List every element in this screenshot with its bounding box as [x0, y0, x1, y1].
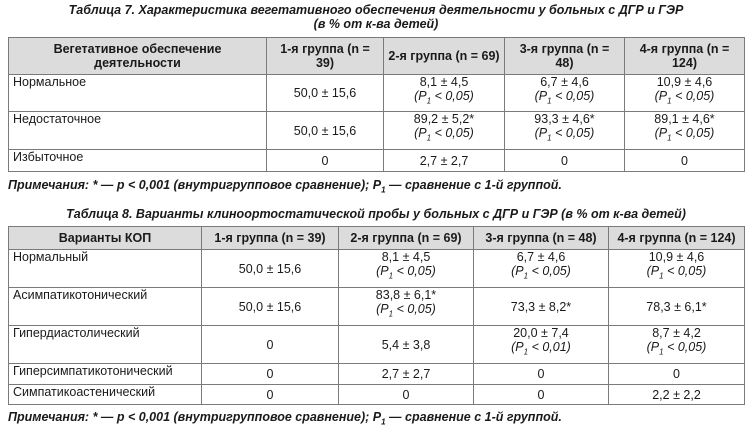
- table8-header-col2: 2-я группа (n = 69): [339, 227, 474, 250]
- table8-cell-pvalue: $(P_1 < 0,05)$: [646, 340, 707, 357]
- table8-cell: [202, 364, 339, 385]
- table7-header-col2: 2-я группа (n = 69): [384, 38, 505, 75]
- table8-cell: [609, 385, 745, 405]
- table8-row-label: Симпатикоастенический: [9, 385, 202, 405]
- table8-note: Примечания: * — p < 0,001 (внутригрупповое сравнение); $P_1$ — сравнение с 1-й группой.: [8, 410, 562, 427]
- table7-cell: [267, 150, 384, 172]
- table8-header-row: [9, 227, 745, 250]
- table8-header-col4: 4-я группа (n = 124): [609, 227, 745, 250]
- table7-row-label: Избыточное: [9, 150, 267, 172]
- table8-row-label: Нормальный: [9, 250, 202, 288]
- table8-header-col1: 1-я группа (n = 39): [202, 227, 339, 250]
- table7-cell: [267, 75, 384, 112]
- table8-cell: [339, 326, 474, 364]
- table7-header-col3: 3-я группа (n = 48): [505, 38, 625, 75]
- table7-row: [9, 112, 745, 150]
- table7-title: Таблица 7. Характеристика вегетативного обеспечения деятельности у больных с ДГР и ГЭР: [68, 3, 684, 17]
- table8-row: [9, 288, 745, 326]
- table8-row: [9, 250, 745, 288]
- table8: [8, 226, 745, 405]
- table8-cell: [474, 326, 609, 364]
- table7-cell-pvalue: $(P_1 < 0,05)$: [414, 89, 474, 106]
- table7-note: Примечания: * — p < 0,001 (внутригрупповое сравнение); $P_1$ — сравнение с 1-й группой.: [8, 178, 562, 195]
- table7-cell-value: 50,0 ± 15,6: [293, 123, 357, 138]
- table8-cell-value: 0: [673, 367, 680, 381]
- table7-cell: [505, 150, 625, 172]
- table8-row-label: Гипердиастолический: [9, 326, 202, 364]
- table8-cell-value: 50,0 ± 15,6: [238, 261, 302, 276]
- table8-row-label: Гиперсимпатикотонический: [9, 364, 202, 385]
- table8-cell-pvalue: $(P_1 < 0,01)$: [511, 340, 571, 357]
- table8-cell-value: 0: [266, 367, 274, 381]
- table7-cell-pvalue: $(P_1 < 0,05)$: [414, 126, 474, 143]
- table8-cell-value: 50,0 ± 15,6: [238, 299, 302, 314]
- table8-cell: [202, 288, 339, 326]
- table8-cell: [339, 364, 474, 385]
- table7-cell: [505, 75, 625, 112]
- table8-cell: [474, 250, 609, 288]
- table8-cell-value: 0: [537, 387, 545, 402]
- table8-cell-value: 6,7 ± 4,6: [516, 250, 566, 264]
- table8-cell-value: 78,3 ± 6,1*: [646, 299, 707, 314]
- table8-row: [9, 326, 745, 364]
- table7-row: [9, 150, 745, 172]
- table7-cell: [384, 112, 505, 150]
- table8-cell: [202, 385, 339, 405]
- table7-row: [9, 75, 745, 112]
- table8-cell: [202, 250, 339, 288]
- table7-cell: [625, 75, 745, 112]
- table7-cell-value: 10,9 ± 4,6: [656, 75, 713, 89]
- table8-cell-value: 0: [266, 387, 274, 402]
- table7-header-col0: Вегетативное обеспечение деятельности: [9, 38, 267, 75]
- table8-row: [9, 364, 745, 385]
- table7-header-col4: 4-я группа (n = 124): [625, 38, 745, 75]
- table7: [8, 37, 745, 172]
- table7-cell-value: 0: [321, 153, 329, 168]
- table8-cell: [609, 250, 745, 288]
- table8-cell: [339, 288, 474, 326]
- table7-subtitle: (в % от к-ва детей): [313, 17, 439, 31]
- table8-cell-value: 10,9 ± 4,6: [648, 250, 705, 264]
- table8-cell: [474, 385, 609, 405]
- table7-cell: [267, 112, 384, 150]
- table7-cell-value: 89,1 ± 4,6*: [654, 112, 715, 126]
- table7-cell-value: 50,0 ± 15,6: [293, 86, 357, 100]
- table7-cell-value: 0: [681, 153, 688, 168]
- table7-cell-value: 0: [561, 153, 568, 168]
- table8-cell: [474, 288, 609, 326]
- table7-cell: [384, 75, 505, 112]
- table7-row-label: Недостаточное: [9, 112, 267, 150]
- table7-cell: [625, 150, 745, 172]
- table7-cell-pvalue: $(P_1 < 0,05)$: [654, 126, 715, 143]
- table8-cell-value: 73,3 ± 8,2*: [510, 299, 572, 314]
- table8-cell: [339, 385, 474, 405]
- table8-cell-value: 5,4 ± 3,8: [381, 337, 431, 352]
- table8-row: [9, 385, 745, 405]
- table8-cell-value: 83,8 ± 6,1*: [375, 288, 437, 302]
- table7-cell-value: 89,2 ± 5,2*: [413, 112, 475, 126]
- table8-header-col0: Варианты КОП: [9, 227, 202, 250]
- table7-cell-value: 8,1 ± 4,5: [419, 75, 469, 89]
- table7-cell: [625, 112, 745, 150]
- table7-cell-pvalue: $(P_1 < 0,05)$: [654, 89, 715, 106]
- table7-cell-value: 6,7 ± 4,6: [540, 75, 589, 89]
- table8-cell-value: 8,1 ± 4,5: [381, 250, 431, 264]
- table8-cell-value: 0: [266, 337, 274, 352]
- table8-cell-pvalue: $(P_1 < 0,05)$: [376, 264, 436, 281]
- table7-header-row: [9, 38, 745, 75]
- table7-cell-pvalue: $(P_1 < 0,05)$: [534, 89, 595, 106]
- table8-cell: [609, 364, 745, 385]
- table8-cell-value: 0: [537, 367, 545, 381]
- table8-cell: [339, 250, 474, 288]
- table8-cell: [202, 326, 339, 364]
- table7-cell-pvalue: $(P_1 < 0,05)$: [534, 126, 595, 143]
- table8-cell-pvalue: $(P_1 < 0,05)$: [376, 302, 436, 319]
- table8-cell: [609, 288, 745, 326]
- table8-cell-value: 20,0 ± 7,4: [513, 326, 569, 340]
- table7-cell: [505, 112, 625, 150]
- table8-cell-pvalue: $(P_1 < 0,05)$: [646, 264, 707, 281]
- table7-row-label: Нормальное: [9, 75, 267, 112]
- table7-header-col1: 1-я группа (n = 39): [267, 38, 384, 75]
- table8-cell-value: 2,2 ± 2,2: [652, 387, 701, 402]
- table8-cell: [474, 364, 609, 385]
- table7-cell: [384, 150, 505, 172]
- table7-cell-value: 2,7 ± 2,7: [419, 153, 469, 168]
- table8-title: Таблица 8. Варианты клиноортостатической пробы у больных с ДГР и ГЭР (в % от к-ва детей): [66, 207, 686, 221]
- table8-cell: [609, 326, 745, 364]
- table8-row-label: Асимпатикотонический: [9, 288, 202, 326]
- table7-cell-value: 93,3 ± 4,6*: [534, 112, 595, 126]
- table8-cell-value: 0: [402, 387, 410, 402]
- table8-cell-value: 2,7 ± 2,7: [381, 367, 431, 381]
- table8-cell-pvalue: $(P_1 < 0,05)$: [511, 264, 571, 281]
- table8-cell-value: 8,7 ± 4,2: [652, 326, 701, 340]
- table8-header-col3: 3-я группа (n = 48): [474, 227, 609, 250]
